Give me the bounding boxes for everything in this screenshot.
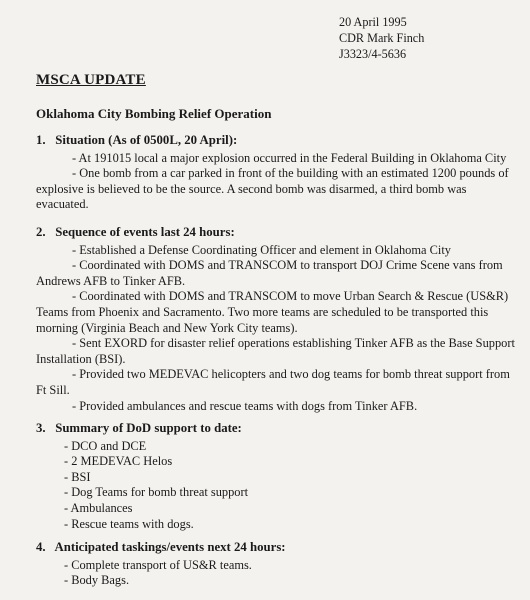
list-item: - Complete transport of US&R teams. (64, 557, 252, 572)
section-heading (36, 225, 522, 241)
paragraph: - Established a Defense Coordinating Officer and element in Oklahoma City (72, 242, 451, 257)
memo-author: CDR Mark Finch (339, 31, 425, 45)
section-title: Situation (As of 0500L, 20 April): (55, 133, 238, 147)
paragraph: - Sent EXORD for disaster relief operations establishing Tinker AFB as the Base Support Installation (BSI). (36, 336, 515, 366)
section-heading (36, 133, 522, 149)
section-sequence (36, 225, 522, 414)
memo-code: J3323/4-5636 (339, 47, 407, 61)
memo-header (339, 14, 424, 62)
paragraph: - One bomb from a car parked in front of the building with an estimated 1200 pounds of explosive is believed to be the source. A second bomb was disarmed, a third bomb was evacuated. (36, 166, 509, 212)
paragraph: - Coordinated with DOMS and TRANSCOM to move Urban Search & Rescue (US&R) Teams from Phoenix and Sacramento. Two more teams are scheduled to be transported this morning (Virginia Beach and New York City teams). (36, 289, 509, 335)
section-number: 2. (36, 225, 46, 239)
list-item: - DCO and DCE (64, 438, 147, 453)
paragraph: - Provided ambulances and rescue teams with dogs from Tinker AFB. (72, 398, 418, 413)
section-number: 1. (36, 133, 46, 147)
paragraph: - At 191015 local a major explosion occurred in the Federal Building in Oklahoma City (72, 150, 507, 165)
support-list (36, 439, 522, 533)
paragraph: - Coordinated with DOMS and TRANSCOM to transport DOJ Crime Scene vans from Andrews AFB to Tinker AFB. (36, 258, 503, 288)
section-title: Anticipated taskings/events next 24 hours: (54, 540, 286, 554)
section-heading (36, 540, 522, 556)
section-number: 4. (36, 540, 46, 554)
section-title: Sequence of events last 24 hours: (55, 225, 235, 239)
paragraph: - Provided two MEDEVAC helicopters and two dog teams for bomb threat support from Ft Sill. (36, 367, 510, 397)
section-situation (36, 133, 522, 213)
section-anticipated (36, 540, 522, 589)
list-item: - Dog Teams for bomb threat support (64, 485, 249, 500)
memo-date: 20 April 1995 (339, 15, 407, 29)
section-heading (36, 421, 522, 437)
document-subtitle: Oklahoma City Bombing Relief Operation (36, 106, 272, 121)
document-title: MSCA UPDATE (36, 72, 146, 88)
section-dod-support (36, 421, 522, 532)
list-item: - Rescue teams with dogs. (64, 516, 194, 531)
list-item: - BSI (64, 469, 91, 484)
tasking-list (36, 558, 522, 589)
list-item: - Body Bags. (64, 573, 130, 588)
list-item: - Ambulances (64, 500, 133, 515)
section-title: Summary of DoD support to date: (55, 421, 242, 435)
list-item: - 2 MEDEVAC Helos (64, 454, 173, 469)
section-number: 3. (36, 421, 46, 435)
